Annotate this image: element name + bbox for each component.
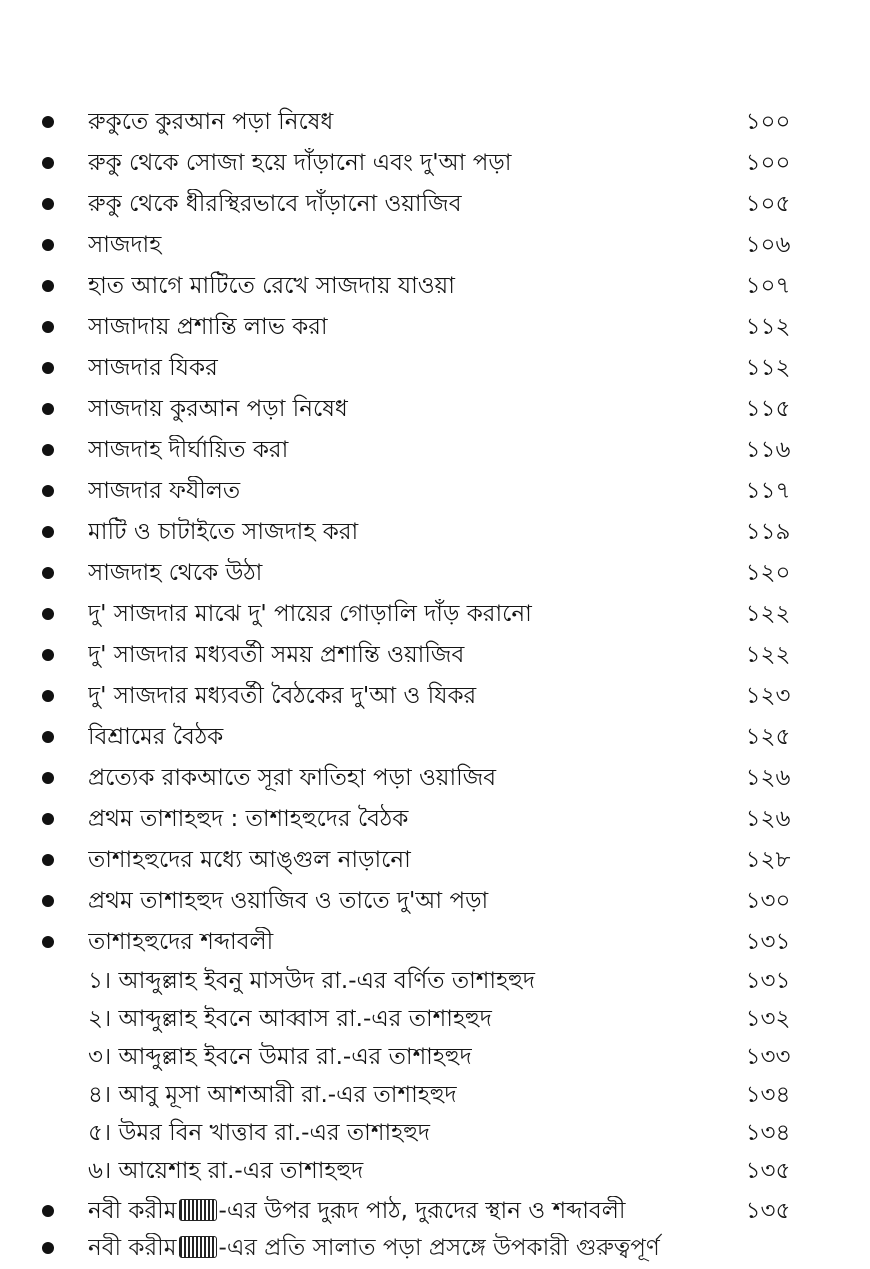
toc-entry xyxy=(0,923,870,963)
entry-page-number: ১১৬ xyxy=(745,437,791,463)
entry-title: ৩। আব্দুল্লাহ ইবনে উমার রা.-এর তাশাহহুদ xyxy=(88,1044,472,1070)
bullet-icon xyxy=(42,280,54,292)
bullet-icon xyxy=(42,895,54,907)
entry-page-number: ১০৭ xyxy=(745,273,791,299)
bullet-icon xyxy=(42,485,54,497)
salutation-calligraphy-icon xyxy=(179,1199,217,1221)
entry-page-number: ১২৩ xyxy=(745,683,791,709)
entry-page-number: ১২৬ xyxy=(745,765,791,791)
entry-title: হাত আগে মাটিতে রেখে সাজদায় যাওয়া xyxy=(88,273,455,299)
entry-page-number: ১৩১ xyxy=(745,929,791,955)
bullet-icon xyxy=(42,608,54,620)
entry-page-number: ১০৫ xyxy=(745,191,791,217)
entry-title: রুকুতে কুরআন পড়া নিষেধ xyxy=(88,109,334,135)
toc-entry xyxy=(0,554,870,594)
entry-title: তাশাহহুদের মধ্যে আঙ্গুল নাড়ানো xyxy=(88,847,411,873)
entry-title: ২। আব্দুল্লাহ ইবনে আব্বাস রা.-এর তাশাহহুদ xyxy=(88,1006,492,1032)
toc-entry xyxy=(0,226,870,266)
toc-subentry xyxy=(0,1152,870,1192)
bullet-icon xyxy=(42,813,54,825)
entry-title: সাজদাহ দীর্ঘায়িত করা xyxy=(88,437,289,463)
toc-entry xyxy=(0,800,870,840)
toc-subentry xyxy=(0,1114,870,1154)
toc-subentry xyxy=(0,1038,870,1078)
bullet-icon xyxy=(42,198,54,210)
entry-page-number: ১১৭ xyxy=(745,478,791,504)
bullet-icon xyxy=(42,854,54,866)
entry-page-number: ১২০ xyxy=(745,560,791,586)
entry-title: দু' সাজদার মধ্যবর্তী সময় প্রশান্তি ওয়াজিব xyxy=(88,642,465,668)
bullet-icon xyxy=(42,1205,54,1217)
toc-entry xyxy=(0,718,870,758)
entry-page-number: ১৩৪ xyxy=(745,1082,791,1108)
entry-page-number: ১০০ xyxy=(745,109,791,135)
entry-page-number: ১২৫ xyxy=(745,724,791,750)
toc-entry xyxy=(0,431,870,471)
bullet-icon xyxy=(42,239,54,251)
entry-title-start: নবী করীম xyxy=(88,1198,177,1224)
toc-entry xyxy=(0,595,870,635)
entry-page-number: ১৩১ xyxy=(745,968,791,994)
entry-title: রুকু থেকে সোজা হয়ে দাঁড়ানো এবং দু'আ পড়া xyxy=(88,150,512,176)
entry-title: সাজদাহ থেকে উঠা xyxy=(88,560,263,586)
toc-entry xyxy=(0,677,870,717)
entry-title xyxy=(88,1196,728,1226)
entry-page-number: ১০৬ xyxy=(745,232,791,258)
entry-title-end: -এর প্রতি সালাত পড়া প্রসঙ্গে উপকারী গুরুত্বপূর্ণ xyxy=(218,1235,660,1261)
bullet-icon xyxy=(42,772,54,784)
entry-page-number: ১৩৪ xyxy=(745,1120,791,1146)
bullet-icon xyxy=(42,936,54,948)
entry-page-number: ১২৬ xyxy=(745,806,791,832)
toc-entry xyxy=(0,144,870,184)
entry-title: রুকু থেকে ধীরস্থিরভাবে দাঁড়ানো ওয়াজিব xyxy=(88,191,462,217)
entry-title: প্রত্যেক রাকআতে সূরা ফাতিহা পড়া ওয়াজিব xyxy=(88,765,497,791)
entry-title: সাজদাহ xyxy=(88,232,162,258)
entry-page-number: ১৩৫ xyxy=(745,1198,791,1224)
toc-entry xyxy=(0,185,870,225)
bullet-icon xyxy=(42,649,54,661)
entry-page-number: ১২৮ xyxy=(745,847,791,873)
entry-title: প্রথম তাশাহহুদ : তাশাহহুদের বৈঠক xyxy=(88,806,409,832)
toc-entry xyxy=(0,636,870,676)
entry-title: প্রথম তাশাহহুদ ওয়াজিব ও তাতে দু'আ পড়া xyxy=(88,888,489,914)
entry-title: বিশ্রামের বৈঠক xyxy=(88,724,224,750)
toc-entry xyxy=(0,1192,870,1232)
entry-title: সাজদার যিকর xyxy=(88,355,218,381)
toc-subentry xyxy=(0,962,870,1002)
entry-title: সাজদায় কুরআন পড়া নিষেধ xyxy=(88,396,348,422)
entry-title: ৬। আয়েশাহ রা.-এর তাশাহহুদ xyxy=(88,1158,364,1184)
toc-entry xyxy=(0,390,870,430)
bullet-icon xyxy=(42,116,54,128)
bullet-icon xyxy=(42,362,54,374)
bullet-icon xyxy=(42,567,54,579)
toc-subentry xyxy=(0,1076,870,1116)
entry-title: মাটি ও চাটাইতে সাজদাহ করা xyxy=(88,519,359,545)
entry-title: সাজাদায় প্রশান্তি লাভ করা xyxy=(88,314,328,340)
toc-entry xyxy=(0,308,870,348)
toc-entry xyxy=(0,103,870,143)
entry-title: দু' সাজদার মাঝে দু' পায়ের গোড়ালি দাঁড় করানো xyxy=(88,601,532,627)
entry-page-number: ১৩০ xyxy=(745,888,791,914)
entry-title: ৫। উমর বিন খাত্তাব রা.-এর তাশাহহুদ xyxy=(88,1120,430,1146)
entry-page-number: ১১৯ xyxy=(745,519,791,545)
toc-entry xyxy=(0,841,870,881)
entry-page-number: ১৩৫ xyxy=(745,1158,791,1184)
toc-entry xyxy=(0,472,870,512)
bullet-icon xyxy=(42,444,54,456)
toc-subentry xyxy=(0,1000,870,1040)
toc-entry xyxy=(0,349,870,389)
entry-title-start: নবী করীম xyxy=(88,1235,177,1261)
bullet-icon xyxy=(42,690,54,702)
bullet-icon xyxy=(42,321,54,333)
toc-entry-cut-off xyxy=(0,1229,870,1269)
salutation-calligraphy-icon xyxy=(179,1236,217,1258)
toc-entry xyxy=(0,882,870,922)
bullet-icon xyxy=(42,1242,54,1254)
toc-entry xyxy=(0,513,870,553)
entry-title: দু' সাজদার মধ্যবর্তী বৈঠকের দু'আ ও যিকর xyxy=(88,683,477,709)
toc-entry xyxy=(0,759,870,799)
entry-page-number: ১৩৩ xyxy=(745,1044,791,1070)
entry-page-number: ১২২ xyxy=(745,601,791,627)
entry-page-number: ১১২ xyxy=(745,314,791,340)
bullet-icon xyxy=(42,157,54,169)
entry-page-number: ১২২ xyxy=(745,642,791,668)
entry-title xyxy=(88,1233,728,1263)
entry-title: তাশাহহুদের শব্দাবলী xyxy=(88,929,274,955)
entry-title: ১। আব্দুল্লাহ ইবনু মাসউদ রা.-এর বর্ণিত তাশাহহুদ xyxy=(88,968,535,994)
entry-page-number: ১১৫ xyxy=(745,396,791,422)
bullet-icon xyxy=(42,403,54,415)
entry-title-end: -এর উপর দুরূদ পাঠ, দুরূদের স্থান ও শব্দাবলী xyxy=(218,1198,626,1224)
toc-entry xyxy=(0,267,870,307)
entry-page-number: ১৩২ xyxy=(745,1006,791,1032)
entry-title: ৪। আবু মূসা আশআরী রা.-এর তাশাহহুদ xyxy=(88,1082,457,1108)
bullet-icon xyxy=(42,526,54,538)
entry-page-number: ১১২ xyxy=(745,355,791,381)
entry-title: সাজদার ফযীলত xyxy=(88,478,241,504)
entry-page-number: ১০০ xyxy=(745,150,791,176)
bullet-icon xyxy=(42,731,54,743)
